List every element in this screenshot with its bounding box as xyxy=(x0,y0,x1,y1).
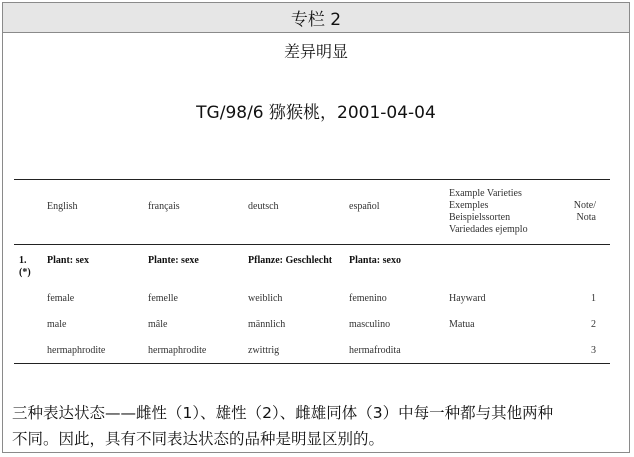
col-header-francais: français xyxy=(148,201,180,212)
explanation-line-1: 三种表达状态——雌性（1）、雄性（2）、雌雄同体（3）中每一种都与其他两种 xyxy=(12,404,554,422)
state-francais: hermaphrodite xyxy=(148,345,207,356)
state-espanol: femenino xyxy=(349,293,387,304)
state-english: hermaphrodite xyxy=(47,345,106,356)
column-title: 专栏 2 xyxy=(290,10,342,30)
characteristic-number-label: 1. xyxy=(19,255,27,266)
state-francais: mâle xyxy=(148,319,168,330)
state-deutsch: weiblich xyxy=(248,293,283,304)
state-deutsch: zwittrig xyxy=(248,345,280,356)
col-header-note xyxy=(574,200,596,224)
examples-label-fr: Exemples xyxy=(449,200,489,211)
characteristic-english: Plant: sex xyxy=(47,255,89,266)
explanation-line-2: 不同。因此，具有不同表达状态的品种是明显区别的。 xyxy=(12,430,385,448)
characteristic-espanol: Planta: sexo xyxy=(349,255,401,266)
col-header-english: English xyxy=(47,201,78,212)
state-english: male xyxy=(47,319,67,330)
examples-label-es: Variedades ejemplo xyxy=(449,224,528,235)
state-example: Matua xyxy=(449,319,475,330)
state-francais: femelle xyxy=(148,293,178,304)
state-english: female xyxy=(47,293,75,304)
state-example: Hayward xyxy=(449,293,486,304)
examples-label-de: Beispielssorten xyxy=(449,212,511,223)
note-label-line2: Nota xyxy=(576,212,596,223)
state-note: 2 xyxy=(591,319,596,330)
characteristic-number xyxy=(19,255,31,279)
asterisk-marker: (*) xyxy=(19,267,31,278)
characteristic-deutsch: Pflanze: Geschlecht xyxy=(248,255,333,266)
col-header-espanol: español xyxy=(349,201,380,212)
section-subtitle: 差异明显 xyxy=(283,42,348,61)
table-bottom-rule xyxy=(14,363,610,364)
column-box xyxy=(2,2,630,453)
col-header-examples xyxy=(449,188,528,236)
table-top-rule xyxy=(14,179,610,180)
explanation-paragraph xyxy=(12,400,628,452)
col-header-deutsch: deutsch xyxy=(248,201,279,212)
note-label-line1: Note/ xyxy=(573,200,596,211)
state-espanol: masculino xyxy=(349,319,391,330)
state-espanol: hermafrodita xyxy=(349,345,401,356)
state-deutsch: männlich xyxy=(248,319,286,330)
table-header-rule xyxy=(14,244,610,245)
column-header xyxy=(3,3,629,33)
state-note: 1 xyxy=(591,293,596,304)
characteristic-francais: Plante: sexe xyxy=(148,255,199,266)
document-title: TG/98/6 猕猴桃，2001-04-04 xyxy=(196,103,436,123)
examples-label-en: Example Varieties xyxy=(449,188,522,199)
state-note: 3 xyxy=(591,345,596,356)
